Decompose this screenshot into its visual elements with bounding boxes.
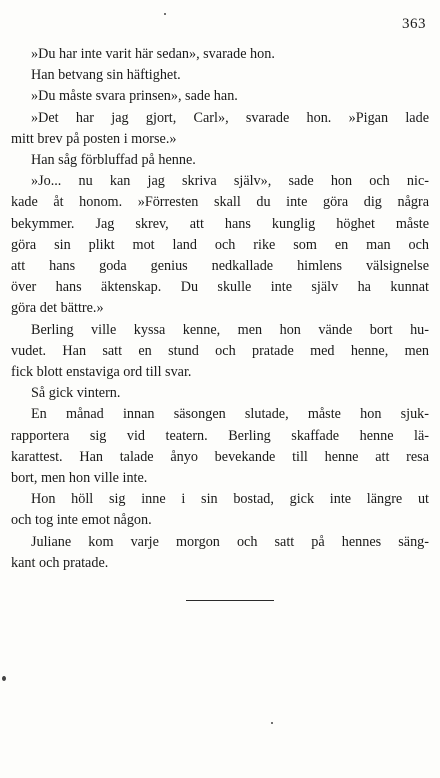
text-line: fick blott enstaviga ord till svar. xyxy=(11,364,192,381)
text-line: göra det bättre.» xyxy=(11,300,104,317)
text-line: Han betvang sin häftighet. xyxy=(31,67,181,84)
text-line: kant och pratade. xyxy=(11,554,109,571)
text-line: över hans äktenskap. Du skulle inte själv ha kunnat xyxy=(11,279,429,296)
section-divider xyxy=(186,600,274,601)
body-text xyxy=(11,44,429,574)
text-line: bekymmer. Jag skrev, att hans kunglig höghet måste xyxy=(11,215,429,232)
text-line: »Du har inte varit här sedan», svarade hon. xyxy=(31,46,275,62)
page-number: 363 xyxy=(402,16,426,32)
text-line: kade åt honom. »Förresten skall du inte göra dig några xyxy=(11,194,429,211)
text-line: Berling ville kyssa kenne, men hon vände bort hu- xyxy=(31,321,429,338)
text-line: »Du måste svara prinsen», sade han. xyxy=(31,88,238,105)
text-line: mitt brev på posten i morse.» xyxy=(11,130,177,147)
text-line: Juliane kom varje morgon och satt på hennes säng- xyxy=(31,533,429,550)
text-line: En månad innan säsongen slutade, måste hon sjuk- xyxy=(31,406,429,423)
text-line: Så gick vintern. xyxy=(31,385,121,402)
text-line: rapportera sig vid teatern. Berling skaffade henne lä- xyxy=(11,427,429,444)
text-line: karattest. Han talade ånyo bevekande till henne att resa xyxy=(11,448,429,465)
text-line: och tog inte emot någon. xyxy=(11,512,152,529)
text-line: att hans goda genius nedkallade himlens välsignelse xyxy=(11,258,429,275)
print-speck xyxy=(271,722,273,724)
text-line: vudet. Han satt en stund och pratade med henne, men xyxy=(11,342,429,359)
text-line: »Det har jag gjort, Carl», svarade hon. »Pigan lade xyxy=(31,109,429,126)
text-line: bort, men hon ville inte. xyxy=(11,470,148,487)
text-line: Han såg förbluffad på henne. xyxy=(31,152,196,169)
text-line: Hon höll sig inne i sin bostad, gick inte längre ut xyxy=(31,491,429,508)
text-line: göra sin plikt mot land och rike som en man och xyxy=(11,236,429,253)
text-line: »Jo... nu kan jag skriva själv», sade hon och nic- xyxy=(31,173,429,190)
print-speck xyxy=(2,676,6,681)
print-speck xyxy=(164,13,166,15)
